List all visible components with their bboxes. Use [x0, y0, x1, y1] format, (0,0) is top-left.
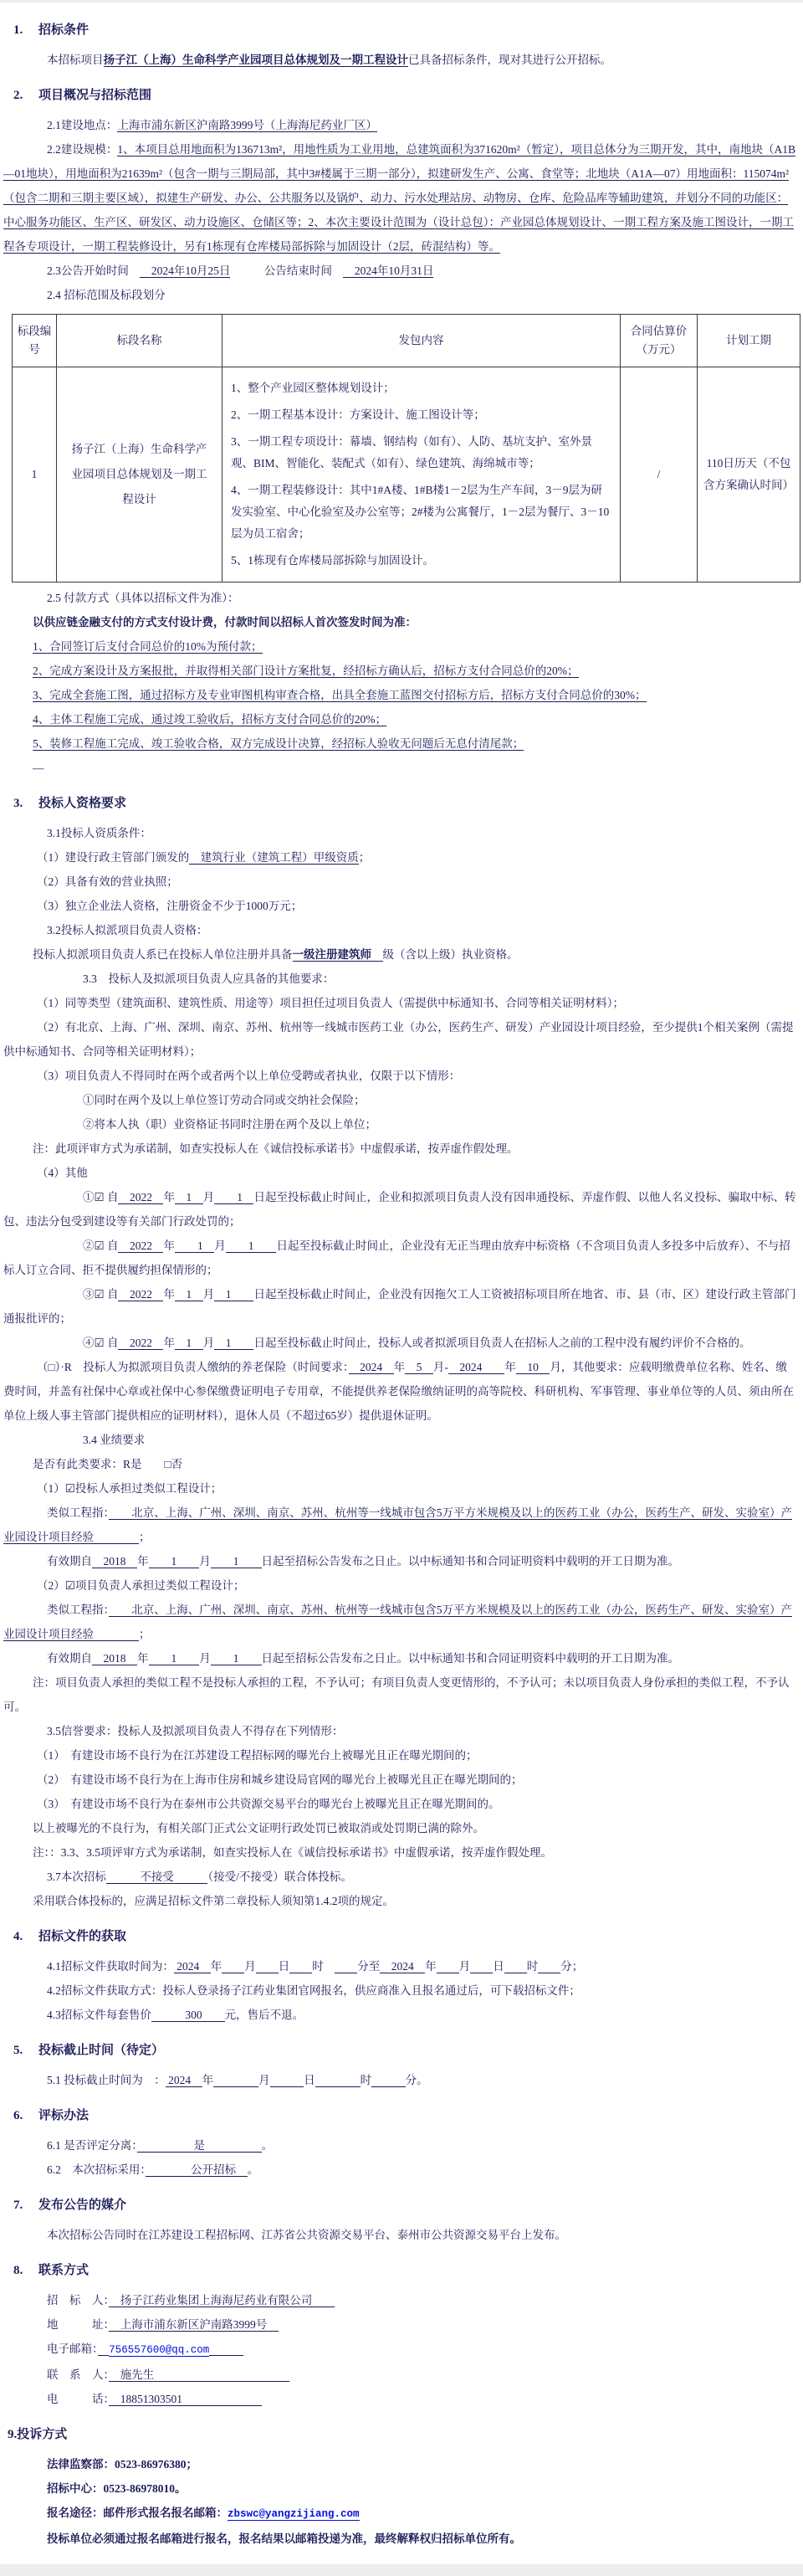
text-segment: 1: [174, 1288, 203, 1301]
text-segment: 5、装修工程施工完成、竣工验收合格，双方完成设计决算，经招标人验收无问题后无息付清尾款；: [33, 737, 524, 750]
text-segment: 3、完成全套施工图，通过招标方及专业审图机构审查合格，出具全套施工蓝图交付招标方后，招标方支付合同总价的30%；: [33, 689, 647, 701]
text-segment: 报名途径：邮件形式报名报名邮箱：: [47, 2507, 228, 2519]
text-segment: 年: [163, 1288, 175, 1301]
text-segment: 4.1招标文件获取时间为：: [47, 1960, 174, 1973]
text-segment: 日起至投标截止时间止，投标人或者拟派项目负责人在招标人之前的工程中没有履约评价不合格的。: [253, 1337, 751, 1349]
text-segment: 6.2 本次招标采用：: [47, 2163, 146, 2176]
bid-deadline-line: [3, 2068, 798, 2092]
text-segment: 时: [526, 1960, 539, 1973]
text-segment: 公开招标: [146, 2163, 248, 2176]
text-segment: 1、本项目总用地面积为136713m²，用地性质为工业用地，总建筑面积为371620m²（暂定），项目总体分为三期开发，其中，南地块（A1B—01地块），用地面积为21639m²（包含一期与三期局部，其中3#楼属于三期一部分），拟建研发生产、公寓、食堂等；北地块（A1A—07）用地面积：115074m²（包含二期和三期主要区域），拟建生产研发、办公、公共服务以及锅炉、动力、污水处理站房、动物房、仓库、危险品库等辅助建筑，并划分不同的功能区：中心服务功能区、生产区、研发区、动力设施区、仓储区等；2、本次主要设计范围为（设计总包）：产业园总体规划设计、一期工程方案及施工图设计，一期工程各专项设计，一期工程装修设计，另有1栋现有仓库楼局部拆除与加固设计（2层，砖混结构）等。: [3, 143, 795, 253]
text-segment: 上海市浦东新区沪南路3999号: [109, 2318, 279, 2331]
text-segment: [289, 1960, 312, 1973]
performance-item-2: （2）☑项目负责人承担过类似工程设计；: [37, 1579, 245, 1592]
text-segment: [371, 2074, 406, 2087]
qualification-items-list: [3, 845, 798, 918]
text-segment: 日: [493, 1960, 504, 1973]
text-segment: 月: [202, 1191, 215, 1203]
col-header-section-no: 标段编号: [13, 315, 57, 367]
text-segment: 日: [304, 2074, 315, 2086]
text-segment: [209, 2343, 243, 2356]
col-header-period: 计划工期: [698, 315, 800, 367]
declaration-item: [3, 1234, 798, 1282]
table-row: [13, 367, 800, 582]
text-segment: 月: [202, 1288, 215, 1301]
text-segment: 2022: [118, 1191, 164, 1203]
qualification-item: [3, 870, 798, 894]
text-segment: 日: [278, 1960, 290, 1973]
text-segment: 分至: [357, 1960, 381, 1973]
text-segment: 年: [163, 1337, 175, 1349]
text-segment: 1、合同签订后支付合同总价的10%为预付款；: [33, 640, 263, 653]
text-segment: 建筑行业（建筑工程）甲级资质: [189, 851, 359, 864]
email-link[interactable]: 756557600@qq.com: [109, 2344, 210, 2356]
tender-method-line: [3, 2158, 798, 2182]
tender-center-phone: 招标中心：0523-86978010。: [47, 2482, 187, 2495]
text-segment: 公告结束时间: [230, 264, 344, 277]
section-3-heading: [13, 793, 798, 814]
text-segment: 分。: [405, 2074, 428, 2086]
text-segment: 月: [199, 1652, 211, 1665]
text-segment: 联 系 人：: [47, 2368, 110, 2381]
text-segment: [504, 1960, 527, 1973]
text-segment: 分；: [560, 1960, 584, 1973]
section-title: 招标条件: [38, 23, 90, 37]
declaration-item: [3, 1185, 798, 1234]
text-segment: 。: [247, 2163, 259, 2176]
text-segment: 1: [214, 1337, 254, 1349]
text-segment: 电子邮箱：: [47, 2343, 98, 2355]
text-segment: [335, 1960, 357, 1973]
others-subheading: （4）其他: [37, 1167, 88, 1179]
text-segment: （□）·R 投标人为拟派项目负责人缴纳的养老保险（时间要求：: [37, 1361, 349, 1373]
declaration-items-list: [3, 1185, 798, 1355]
evaluation-separation-line: [3, 2133, 798, 2158]
text-segment: 1: [210, 1555, 262, 1568]
text-segment: 元，售后不退。: [224, 2009, 304, 2021]
text-segment: 扬子江药业集团上海海尼药业有限公司: [109, 2294, 335, 2307]
text-segment: 。: [261, 2139, 273, 2152]
text-segment: 时: [312, 1960, 335, 1973]
sub-item: ①同时在两个及以上单位签订劳动合同或交纳社会保险；: [83, 1094, 366, 1106]
email-row: [3, 2337, 798, 2363]
section-title: 招标文件的获取: [38, 1930, 127, 1943]
credit-requirements-subheading: 3.5信誉要求：投标人及拟派项目负责人不得存在下列情形：: [47, 1725, 344, 1737]
text-segment: 年: [163, 1239, 175, 1252]
text-segment: 有效期自: [47, 1652, 92, 1665]
credit-item: （2） 有建设市场不良行为在上海市住房和城乡建设局官网的曝光台上被曝光且正在曝光期间的；: [37, 1773, 523, 1786]
performance-item-1: （1）☑投标人承担过类似工程设计；: [37, 1482, 222, 1495]
text-segment: 月: [458, 1960, 471, 1973]
section-7-heading: [13, 2194, 798, 2216]
col-header-estimate: 合同估算价（万元）: [621, 315, 698, 367]
scope-item: 5、1栋现有仓库楼局部拆除与加固设计。: [231, 554, 434, 567]
scope-item: 3、一期工程专项设计：幕墙、钢结构（如有）、人防、基坑支护、室外景观、BIM、智能化、装配式（如有）、绿色建筑、海绵城市等；: [231, 435, 592, 470]
validity-period-2: [3, 1646, 798, 1670]
text-segment: 日起至招标公告发布之日止。以中标通知书和合同证明资料中载明的开工日期为准。: [261, 1555, 679, 1568]
scope-cell: [222, 367, 621, 582]
text-segment: 4、主体工程施工完成、通过竣工验收后，招标方支付合同总价的20%；: [33, 713, 386, 726]
text-segment: 上海市浦东新区沪南路3999号（上海海尼药业厂区）: [117, 119, 377, 131]
text-segment: 扬子江（上海）生命科学产业园项目总体规划及一期工程设计: [103, 54, 408, 66]
section-number: 7.: [13, 2199, 23, 2212]
text-segment: 日起至投标截止时间止，企业没有无正当理由放弃中标资格（不含项目负责人多投多中后放弃）、不与招标人订立合同、拒不提供履约担保情形的；: [3, 1239, 790, 1276]
credit-item: （3） 有建设市场不良行为在泰州市公共资源交易平台的曝光台上被曝光且正在曝光期间的。: [37, 1798, 500, 1810]
text-segment: 年: [137, 1555, 149, 1568]
text-segment: 月: [199, 1555, 211, 1568]
text-segment: 日起至投标截止时间止，企业和拟派项目负责人没有因串通投标、弄虚作假、以他人名义投标、骗取中标、转包、违法分包受到建设等有关部门行政处罚的；: [3, 1191, 796, 1228]
dash-line: —: [33, 762, 44, 774]
text-segment: 北京、上海、广州、深圳、南京、苏州、杭州等一线城市包含5万平方米规模及以上的医药工业（办公，医药生产、研发、实验室）产业园设计项目经验: [3, 1506, 792, 1543]
text-segment: 2024: [165, 2074, 202, 2086]
consortium-bid-line: [3, 1865, 798, 1889]
section-title: 投标截止时间（待定）: [38, 2044, 165, 2057]
text-segment: 2018: [92, 1652, 137, 1665]
announcement-dates-line: [3, 259, 798, 283]
estimate-cell: /: [621, 367, 698, 582]
text-segment: 300: [151, 2009, 225, 2021]
pension-insurance-paragraph: [3, 1355, 798, 1428]
text-segment: [538, 1960, 560, 1973]
text-segment: （1）建设行政主管部门颁发的: [37, 851, 190, 864]
payment-intro-line: 以供应链金融支付的方式支付设计费，付款时间以招标人首次签发时间为准：: [33, 616, 417, 629]
section-name-cell: 扬子江（上海）生命科学产业园项目总体规划及一期工程设计: [57, 367, 222, 582]
payment-terms-subheading: 2.5 付款方式（具体以招标文件为准）：: [47, 592, 239, 604]
text-segment: 5.1 投标截止时间为 ：: [47, 2074, 166, 2086]
address-row: [3, 2312, 798, 2337]
text-segment: 月，其他要求：应载明缴费单位名称、姓名、缴费时间，并盖有社保中心章或社保中心参保缴费证明电子专用章，不能提供养老保险缴纳证明的高等院校、科研机构、军事管理、事业单位等的人员、须由所在单位上级人事主管部门提供相应的证明材料），退休人员（不超过65岁）提供退休证明。: [3, 1361, 794, 1422]
similar-project-definition-1: [3, 1501, 798, 1549]
text-segment: ④☑ 自: [83, 1337, 119, 1349]
performance-note: 注：项目负责人承担的类似工程不是投标人承担的工程，不予认可；有项目负责人变更情形的，不予认可；未以项目负责人身份承担的类似工程，不予认可。: [3, 1676, 790, 1713]
text-segment: 年: [137, 1652, 149, 1665]
period-cell: 110日历天（不包含方案确认时间）: [698, 367, 800, 582]
text-segment: ；: [139, 1628, 151, 1640]
section-no-cell: 1: [13, 367, 57, 582]
text-segment: 年: [425, 1960, 437, 1973]
text-segment: 1: [174, 1239, 215, 1252]
section-number: 3.: [13, 797, 23, 810]
text-segment: 年: [393, 1361, 406, 1373]
text-segment: [470, 1960, 493, 1973]
bid-sections-subheading: 2.4 招标范围及标段划分: [47, 289, 166, 301]
announcement-media-line: 本次招标公告同时在江苏建设工程招标网、江苏省公共资源交易平台、泰州市公共资源交易平台上发布。: [47, 2229, 566, 2241]
text-segment: 1: [174, 1191, 203, 1203]
text-segment: 5: [405, 1361, 433, 1373]
text-segment: 2.2建设规模：: [47, 143, 118, 156]
section-number: 1.: [13, 23, 23, 37]
text-segment: 月: [244, 1960, 256, 1973]
credit-exception-line: 以上被曝光的不良行为，有相关部门正式公文证明行政处罚已被取消或处罚期已满的除外。: [33, 1822, 484, 1835]
text-segment: 时: [360, 2074, 372, 2086]
payment-item: [3, 731, 798, 756]
scope-item: 4、一期工程装修设计：其中1#A楼、1#B楼1－2层为生产车间，3－9层为研发实验室、中心化验室及办公室等；2#楼为公寓餐厅，1－2层为餐厅、3－10层为员工宿舍；: [231, 484, 610, 540]
text-segment: 2.3公告开始时间: [47, 264, 141, 277]
document-price-line: [3, 2003, 798, 2027]
text-segment: 本招标项目: [47, 54, 104, 66]
text-segment: 1: [214, 1191, 254, 1203]
other-requirements-subheading: 3.3 投标人及拟派项目负责人应具备的其他要求：: [83, 972, 335, 985]
qualification-subheading: 3.1投标人资质条件：: [47, 827, 151, 839]
credit-items-list: [3, 1743, 798, 1816]
text-segment: 6.1 是否评定分离：: [47, 2139, 137, 2152]
text-segment: [437, 1960, 459, 1973]
text-segment: [222, 1960, 244, 1973]
credit-item: （1） 有建设市场不良行为在江苏建设工程招标网的曝光台上被曝光且正在曝光期间的；: [37, 1749, 478, 1762]
text-segment: ③☑ 自: [83, 1288, 119, 1301]
col-header-section-name: 标段名称: [57, 315, 222, 367]
section-title: 联系方式: [38, 2264, 90, 2277]
sub-item: ②将本人执（职）业资格证书同时注册在两个及以上单位；: [83, 1118, 376, 1131]
text-segment: 投标人拟派项目负责人系已在投标人单位注册并具备: [33, 948, 293, 961]
other-requirement-1: （1）同等类型（建筑面积、建筑性质、用途等）项目担任过项目负责人（需提供中标通知书、合同等相关证明材料）；: [37, 997, 624, 1009]
section-number: 6.: [13, 2109, 23, 2122]
declaration-item: [3, 1282, 798, 1331]
section-6-heading: [13, 2105, 798, 2127]
text-segment: 招 标 人：: [47, 2294, 110, 2307]
section-number: 5.: [13, 2044, 23, 2057]
text-segment: 2024: [448, 1361, 505, 1373]
text-segment: 年: [210, 1960, 222, 1973]
qualification-item: [3, 845, 798, 870]
text-segment: 1: [174, 1337, 203, 1349]
col-header-scope: 发包内容: [222, 315, 621, 367]
payment-item: [3, 683, 798, 707]
payment-item: [3, 634, 798, 659]
similar-project-definition-2: [3, 1598, 798, 1646]
table-header-row: [13, 315, 800, 367]
text-segment: 一级注册建筑师: [292, 948, 383, 961]
scope-item: 1、整个产业园区整体规划设计；: [231, 382, 395, 394]
payment-item: [3, 659, 798, 683]
other-requirement-2: （2）有北京、上海、广州、深圳、南京、苏州、杭州等一线城市医药工业（办公，医药生产、研发）产业园设计项目经验，至少提供1个相关案例（需提供中标通知书、合同等相关证明材料）；: [3, 1021, 794, 1058]
text-segment: 类似工程指：: [47, 1506, 110, 1519]
text-segment: [256, 1960, 279, 1973]
construction-scale-paragraph: [3, 137, 798, 259]
section-5-heading: [13, 2040, 798, 2061]
text-segment: 2.1建设地点：: [47, 119, 118, 131]
text-segment: 2024年10月25日: [140, 264, 231, 277]
section-title: 项目概况与招标范围: [38, 89, 152, 102]
performance-required-line: 是否有此类要求：R是 □否: [33, 1458, 183, 1470]
text-segment: ；: [139, 1531, 151, 1543]
bid-sections-table: [12, 314, 800, 582]
scope-item: 2、一期工程基本设计：方案设计、施工图设计等；: [231, 408, 485, 421]
text-segment: 2024: [348, 1361, 394, 1373]
text-segment: [270, 2074, 304, 2087]
text-segment: 2、完成方案设计及方案报批，并取得相关部门设计方案批复，经招标方确认后，招标方支付合同总价的20%；: [33, 665, 579, 677]
declaration-item: [3, 1331, 798, 1355]
text-segment: 类似工程指：: [47, 1604, 110, 1616]
section-1-heading: [13, 19, 798, 41]
text-segment: 已具备招标条件，现对其进行公开招标。: [408, 54, 611, 66]
text-segment: 2022: [118, 1337, 164, 1349]
text-segment: 月: [202, 1337, 215, 1349]
section-number: 4.: [13, 1930, 23, 1943]
text-segment: 1: [210, 1652, 262, 1665]
payment-item: [3, 707, 798, 731]
text-segment: 日起至投标截止时间止，企业没有因拖欠工人工资被招标项目所在地省、市、县（市、区）建设行政主管部门通报批评的；: [3, 1288, 796, 1325]
other-requirement-3: （3）项目负责人不得同时在两个或者两个以上单位受聘或者执业，仅限于以下情形：: [37, 1070, 461, 1082]
text-segment: ②☑ 自: [83, 1239, 119, 1252]
contact-person-row: [3, 2363, 798, 2387]
tender-condition-paragraph: [3, 48, 798, 72]
section-number: 2.: [13, 89, 23, 102]
text-segment: 1: [148, 1555, 200, 1568]
project-leader-subheading: 3.2投标人拟派项目负责人资格：: [47, 924, 208, 936]
text-segment: 北京、上海、广州、深圳、南京、苏州、杭州等一线城市包含5万平方米规模及以上的医药工业（办公，医药生产、研发、实验室）产业园设计项目经验: [3, 1604, 792, 1640]
text-segment: 级（含以上级）执业资格。: [382, 948, 519, 961]
text-segment: 地 址：: [47, 2318, 110, 2331]
text-segment: 年: [202, 2074, 214, 2086]
email-link[interactable]: zbswc@yangzijiang.com: [228, 2508, 360, 2520]
construction-site-line: [3, 113, 798, 137]
text-segment: 年: [504, 1361, 516, 1373]
text-segment: 电 话：: [47, 2393, 110, 2405]
text-segment: [315, 2074, 361, 2087]
text-segment: （3）独立企业法人资格，注册资金不少于1000万元；: [37, 900, 303, 912]
text-segment: （2）具备有效的营业执照；: [37, 875, 178, 888]
text-segment: 4.3招标文件每套售价: [47, 2009, 151, 2021]
text-segment: 月: [214, 1239, 226, 1252]
section-8-heading: [13, 2260, 798, 2281]
text-segment: 2018: [92, 1555, 137, 1568]
text-segment: 1: [148, 1652, 200, 1665]
text-segment: 2024: [173, 1960, 211, 1973]
section-2-heading: [13, 85, 798, 106]
text-segment: 3.7本次招标: [47, 1870, 106, 1883]
document-acquisition-time: [3, 1954, 798, 1978]
registration-email-line: [3, 2501, 798, 2527]
tenderer-row: [3, 2288, 798, 2312]
text-segment: [213, 2074, 258, 2087]
text-segment: 月-: [432, 1361, 448, 1373]
commitment-note: 注：此项评审方式为承诺制，如查实投标人在《诚信投标承诺书》中虚假承诺，按弄虚作假处理。: [33, 1142, 519, 1155]
section-title: 评标办法: [38, 2109, 90, 2122]
other-requirement-3-sublist: [3, 1088, 798, 1137]
text-segment: 10: [515, 1361, 550, 1373]
credit-note: 注：：3.3、3.5项评审方式为承诺制，如查实投标人在《诚信投标承诺书》中虚假承诺，按弄虚作假处理。: [33, 1846, 552, 1859]
text-segment: 2022: [118, 1239, 164, 1252]
text-segment: 1: [214, 1288, 254, 1301]
text-segment: 日起至招标公告发布之日止。以中标通知书和合同证明资料中载明的开工日期为准。: [261, 1652, 679, 1665]
section-title: 投标人资格要求: [38, 797, 127, 810]
qualification-item: [3, 894, 798, 918]
document-acquisition-method: 4.2招标文件获取方式：投标人登录扬子江药业集团官网报名，供应商准入且报名通过后，可下载招标文件；: [47, 1984, 581, 1997]
text-segment: 18851303501: [109, 2393, 262, 2405]
validity-period-1: [3, 1549, 798, 1573]
section-title: 发布公告的媒介: [38, 2199, 127, 2212]
phone-row: [3, 2387, 798, 2411]
section-number: 8.: [13, 2264, 23, 2277]
project-leader-requirement: [3, 942, 798, 967]
performance-subheading: 3.4 业绩要求: [83, 1434, 146, 1446]
legal-supervision-phone: 法律监察部：0523-86976380；: [47, 2458, 197, 2471]
payment-items-list: [3, 634, 798, 756]
page-bottom-edge: [0, 2564, 803, 2576]
text-segment: 有效期自: [47, 1555, 92, 1568]
text-segment: 2022: [118, 1288, 164, 1301]
text-segment: [98, 2343, 110, 2356]
text-segment: 施先生: [109, 2368, 290, 2381]
text-segment: 1: [225, 1239, 277, 1252]
section-9-heading: 9.投诉方式: [8, 2428, 68, 2441]
consortium-rule-line: 采用联合体投标的，应满足招标文件第二章投标人须知第1.4.2项的规定。: [33, 1895, 394, 1907]
registration-rule-line: 投标单位必须通过报名邮箱进行报名，报名结果以邮箱投递为准，最终解释权归招标单位所有。: [47, 2532, 521, 2545]
section-4-heading: [13, 1926, 798, 1947]
text-segment: 月: [258, 2074, 270, 2086]
text-segment: ；: [358, 851, 371, 864]
text-segment: ①☑ 自: [83, 1191, 119, 1203]
text-segment: 不接受: [105, 1870, 208, 1883]
text-segment: 2024: [380, 1960, 426, 1973]
text-segment: 2024年10月31日: [343, 264, 434, 277]
text-segment: 年: [163, 1191, 175, 1203]
text-segment: 是: [137, 2139, 262, 2152]
text-segment: （接受/不接受）联合体投标。: [207, 1870, 352, 1883]
